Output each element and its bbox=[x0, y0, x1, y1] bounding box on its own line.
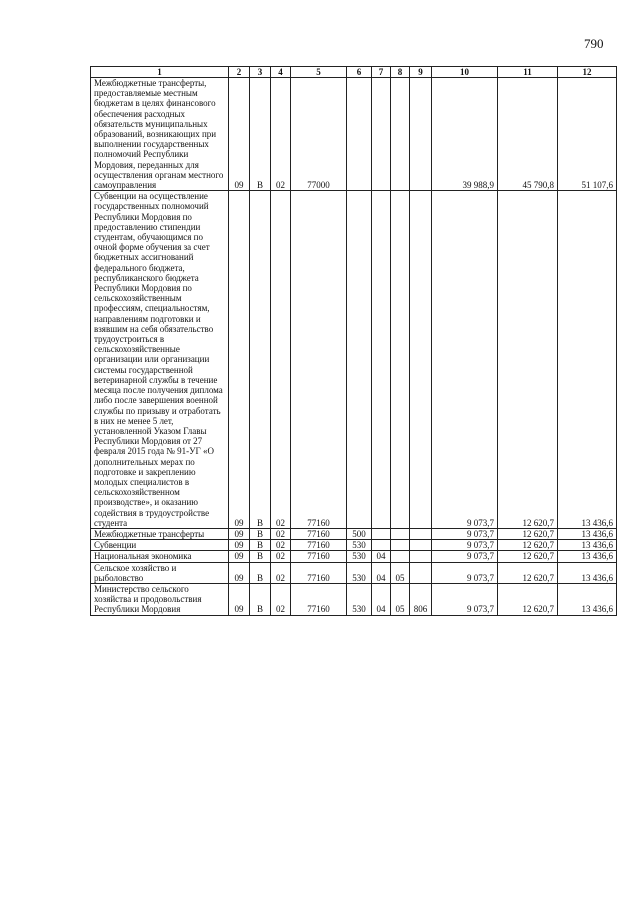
cell-c5: 77160 bbox=[291, 583, 347, 615]
cell-c10: 9 073,7 bbox=[432, 540, 498, 551]
cell-c5: 77160 bbox=[291, 540, 347, 551]
cell-c3: В bbox=[250, 562, 271, 583]
cell-c3: В bbox=[250, 540, 271, 551]
cell-c6: 500 bbox=[347, 528, 372, 539]
column-header: 8 bbox=[391, 67, 410, 78]
row-name: Министерство сельского хозяйства и продовольствия Республики Мордовия bbox=[91, 583, 229, 615]
cell-c12: 13 436,6 bbox=[558, 528, 617, 539]
cell-c10: 9 073,7 bbox=[432, 528, 498, 539]
column-header: 4 bbox=[271, 67, 291, 78]
cell-c10: 39 988,9 bbox=[432, 78, 498, 191]
cell-c9 bbox=[410, 78, 432, 191]
cell-c6: 530 bbox=[347, 540, 372, 551]
cell-c5: 77160 bbox=[291, 551, 347, 562]
column-header: 2 bbox=[229, 67, 250, 78]
cell-c9 bbox=[410, 540, 432, 551]
cell-c9 bbox=[410, 191, 432, 529]
cell-c8 bbox=[391, 551, 410, 562]
cell-c2: 09 bbox=[229, 540, 250, 551]
cell-c12: 13 436,6 bbox=[558, 540, 617, 551]
table-row bbox=[91, 191, 617, 529]
row-name: Сельское хозяйство и рыболовство bbox=[91, 562, 229, 583]
row-name: Национальная экономика bbox=[91, 551, 229, 562]
cell-c10: 9 073,7 bbox=[432, 562, 498, 583]
table-row bbox=[91, 562, 617, 583]
cell-c2: 09 bbox=[229, 583, 250, 615]
cell-c4: 02 bbox=[271, 551, 291, 562]
cell-c8: 05 bbox=[391, 583, 410, 615]
cell-c12: 13 436,6 bbox=[558, 562, 617, 583]
cell-c7 bbox=[372, 528, 391, 539]
cell-c7 bbox=[372, 78, 391, 191]
budget-table bbox=[90, 66, 617, 616]
cell-c3: В bbox=[250, 78, 271, 191]
column-header: 7 bbox=[372, 67, 391, 78]
cell-c9 bbox=[410, 562, 432, 583]
cell-c12: 13 436,6 bbox=[558, 191, 617, 529]
cell-c11: 12 620,7 bbox=[498, 540, 558, 551]
cell-c7 bbox=[372, 191, 391, 529]
cell-c6: 530 bbox=[347, 562, 372, 583]
cell-c11: 12 620,7 bbox=[498, 191, 558, 529]
cell-c8 bbox=[391, 528, 410, 539]
column-header: 9 bbox=[410, 67, 432, 78]
cell-c11: 12 620,7 bbox=[498, 528, 558, 539]
cell-c4: 02 bbox=[271, 540, 291, 551]
cell-c8 bbox=[391, 78, 410, 191]
cell-c3: В bbox=[250, 583, 271, 615]
cell-c6: 530 bbox=[347, 583, 372, 615]
cell-c8: 05 bbox=[391, 562, 410, 583]
cell-c10: 9 073,7 bbox=[432, 191, 498, 529]
cell-c6: 530 bbox=[347, 551, 372, 562]
cell-c12: 13 436,6 bbox=[558, 551, 617, 562]
cell-c5: 77160 bbox=[291, 562, 347, 583]
cell-c3: В bbox=[250, 191, 271, 529]
page-number: 790 bbox=[584, 36, 604, 51]
cell-c11: 12 620,7 bbox=[498, 562, 558, 583]
cell-c7: 04 bbox=[372, 551, 391, 562]
cell-c9 bbox=[410, 551, 432, 562]
table-row bbox=[91, 583, 617, 615]
table-row bbox=[91, 528, 617, 539]
cell-c2: 09 bbox=[229, 562, 250, 583]
header-row bbox=[91, 67, 617, 78]
row-name: Межбюджетные трансферты, предоставляемые местным бюджетам в целях финансового обеспечения расходных обязательств муниципальных образований, возникающих при выполнении государственных полномочий Республики Мордовия, переданных для осуществления органам местного самоуправления bbox=[91, 78, 229, 191]
cell-c5: 77160 bbox=[291, 528, 347, 539]
cell-c4: 02 bbox=[271, 583, 291, 615]
cell-c4: 02 bbox=[271, 562, 291, 583]
cell-c6 bbox=[347, 78, 372, 191]
table-row bbox=[91, 78, 617, 191]
cell-c10: 9 073,7 bbox=[432, 551, 498, 562]
cell-c3: В bbox=[250, 528, 271, 539]
cell-c9 bbox=[410, 528, 432, 539]
column-header: 6 bbox=[347, 67, 372, 78]
cell-c2: 09 bbox=[229, 551, 250, 562]
cell-c4: 02 bbox=[271, 78, 291, 191]
cell-c3: В bbox=[250, 551, 271, 562]
column-header: 10 bbox=[432, 67, 498, 78]
cell-c8 bbox=[391, 191, 410, 529]
cell-c6 bbox=[347, 191, 372, 529]
cell-c5: 77160 bbox=[291, 191, 347, 529]
cell-c2: 09 bbox=[229, 528, 250, 539]
table-row bbox=[91, 551, 617, 562]
cell-c7: 04 bbox=[372, 583, 391, 615]
cell-c11: 12 620,7 bbox=[498, 551, 558, 562]
cell-c10: 9 073,7 bbox=[432, 583, 498, 615]
column-header: 11 bbox=[498, 67, 558, 78]
cell-c11: 45 790,8 bbox=[498, 78, 558, 191]
cell-c12: 13 436,6 bbox=[558, 583, 617, 615]
cell-c11: 12 620,7 bbox=[498, 583, 558, 615]
cell-c5: 77000 bbox=[291, 78, 347, 191]
cell-c4: 02 bbox=[271, 191, 291, 529]
cell-c4: 02 bbox=[271, 528, 291, 539]
cell-c9: 806 bbox=[410, 583, 432, 615]
table-row bbox=[91, 540, 617, 551]
row-name: Субвенции bbox=[91, 540, 229, 551]
cell-c12: 51 107,6 bbox=[558, 78, 617, 191]
column-header: 3 bbox=[250, 67, 271, 78]
row-name: Субвенции на осуществление государственных полномочий Республики Мордовия по предоставлению стипендии студентам, обучающимся по очной форме обучения за счет бюджетных ассигнований федерального бюджета, республиканского бюджета Республики Мордовия по сельскохозяйственным профессиям, специальностям, направлениям подготовки и взявшим на себя обязательство трудоустроиться в сельскохозяйственные организации или организации системы государственной ветеринарной службы в течение месяца после получения диплома либо после завершения военной службы по призыву и отработать в них не менее 5 лет, установленной Указом Главы Республики Мордовия от 27 февраля 2015 года № 91-УГ «О дополнительных мерах по подготовке и закреплению молодых специалистов в сельскохозяйственном производстве», и оказанию содействия в трудоустройстве студента bbox=[91, 191, 229, 529]
column-header: 1 bbox=[91, 67, 229, 78]
column-header: 5 bbox=[291, 67, 347, 78]
cell-c2: 09 bbox=[229, 191, 250, 529]
column-header: 12 bbox=[558, 67, 617, 78]
cell-c7: 04 bbox=[372, 562, 391, 583]
row-name: Межбюджетные трансферты bbox=[91, 528, 229, 539]
cell-c7 bbox=[372, 540, 391, 551]
cell-c8 bbox=[391, 540, 410, 551]
cell-c2: 09 bbox=[229, 78, 250, 191]
